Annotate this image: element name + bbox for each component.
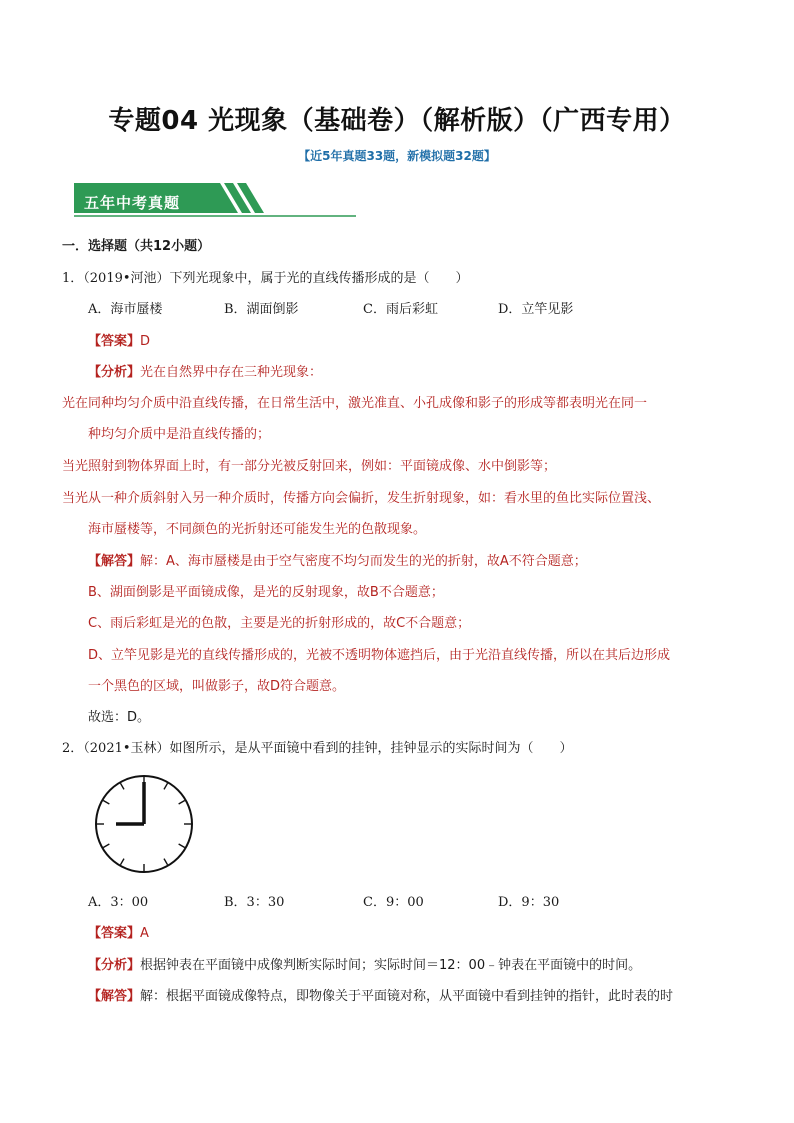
analysis-line: 种均匀介质中是沿直线传播的； [88,427,271,442]
clock-figure [94,774,194,874]
option-d: D．立竿见影 [498,302,574,317]
section-heading: 一．选择题（共12小题） [62,239,211,254]
option-c: C．雨后彩虹 [363,302,438,317]
solution-tag: 【解答】 [88,989,141,1004]
analysis-tag: 【分析】 [88,958,141,973]
answer-row-2 [88,925,149,943]
solution-tag: 【解答】 [88,554,141,569]
analysis-text: 根据钟表在平面镜中成像判断实际时间；实际时间＝12：00﹣钟表在平面镜中的时间。 [140,958,642,973]
solution-row-2 [88,988,673,1006]
question-2-stem: 2．（2021•玉林）如图所示，是从平面镜中看到的挂钟，挂钟显示的实际时间为（ ） [62,741,573,756]
solution-line: 一个黑色的区域，叫做影子，故D符合题意。 [88,679,346,694]
analysis-tag: 【分析】 [88,365,141,380]
section-label: 五年中考真题 [84,194,181,212]
option-a: A．3：00 [88,895,149,910]
analysis-line: 光在同种均匀介质中沿直线传播，在日常生活中，激光准直、小孔成像和影子的形成等都表明光在同一 [62,396,648,411]
answer-row-1 [88,333,150,351]
analysis-row-1 [88,364,322,382]
answer-tag: 【答案】 [88,926,141,941]
page-title: 专题04 光现象（基础卷）（解析版）（广西专用） [108,106,686,136]
question-1-stem: 1．（2019•河池）下列光现象中，属于光的直线传播形成的是（ ） [62,271,469,286]
solution-line: B、湖面倒影是平面镜成像，是光的反射现象，故B不合题意； [88,585,444,600]
analysis-line: 海市蜃楼等，不同颜色的光折射还可能发生光的色散现象。 [88,522,427,537]
solution-line: D、立竿见影是光的直线传播形成的，光被不透明物体遮挡后，由于光沿直线传播，所以在其后边形成 [88,648,671,663]
option-b: B．3：30 [224,895,285,910]
solution-text: 解：根据平面镜成像特点，即物像关于平面镜对称，从平面镜中看到挂钟的指针，此时表的时 [140,989,674,1004]
solution-line: 故选：D。 [88,710,151,725]
page-subtitle: 【近5年真题33题，新模拟题32题】 [298,149,496,163]
option-c: C．9：00 [363,895,424,910]
analysis-line: 当光照射到物体界面上时，有一部分光被反射回来，例如：平面镜成像、水中倒影等； [62,459,557,474]
solution-row-1 [88,553,587,571]
solution-line: C、雨后彩虹是光的色散，主要是光的折射形成的，故C不合题意； [88,616,471,631]
answer-tag: 【答案】 [88,334,141,349]
option-d: D．9：30 [498,895,560,910]
solution-text: 解：A、海市蜃楼是由于空气密度不均匀而发生的光的折射，故A不符合题意； [140,554,587,569]
analysis-text: 光在自然界中存在三种光现象： [140,365,323,380]
answer-value: D [140,334,151,349]
option-b: B．湖面倒影 [224,302,299,317]
analysis-line: 当光从一种介质斜射入另一种介质时，传播方向会偏折，发生折射现象，如：看水里的鱼比实际位置浅、 [62,491,661,506]
analysis-row-2 [88,957,641,975]
option-a: A．海市蜃楼 [88,302,163,317]
answer-value: A [140,926,149,941]
